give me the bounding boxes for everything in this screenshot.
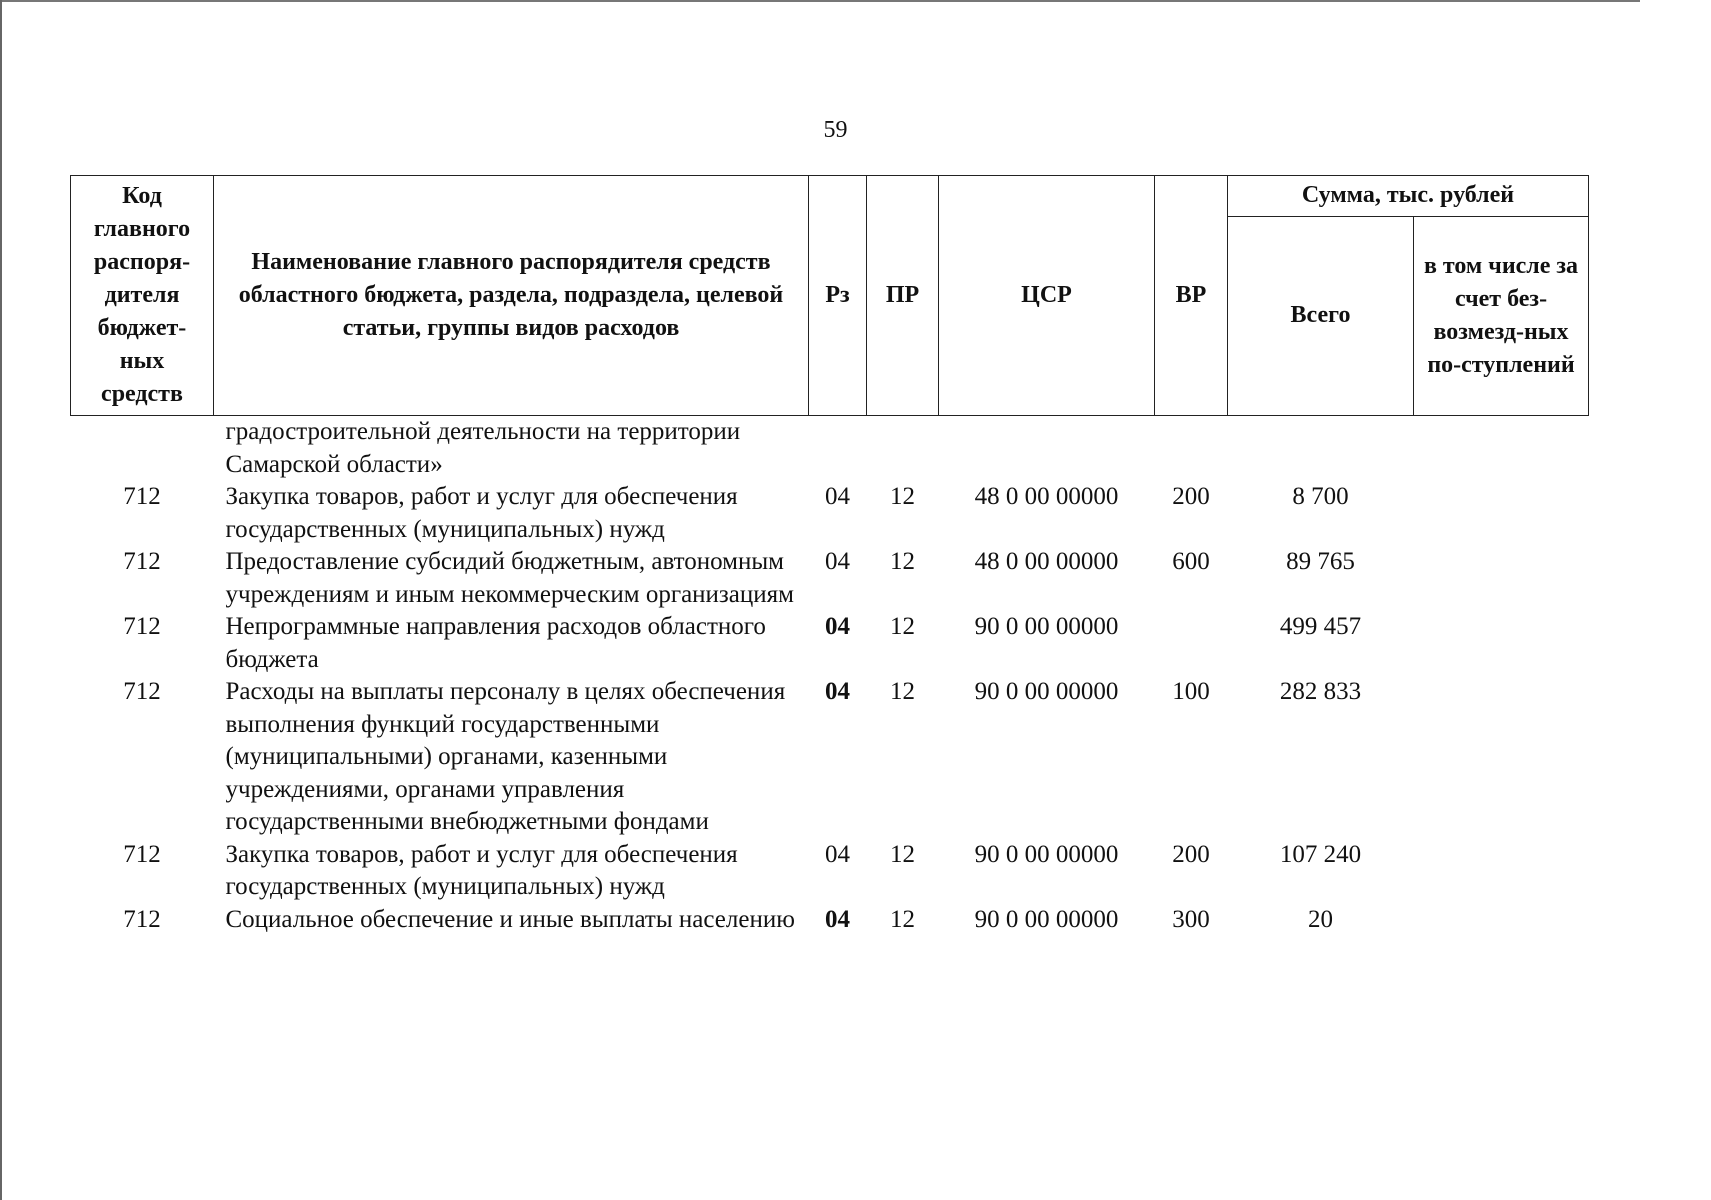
row-vr: 200 [1172, 840, 1210, 868]
row-name: Непрограммные направления расходов областного бюджета [225, 613, 766, 673]
table-row [71, 676, 1589, 839]
row-rz: 04 [825, 483, 850, 510]
row-code: 712 [123, 613, 161, 640]
budget-table [70, 175, 1589, 936]
row-pr: 12 [890, 840, 915, 868]
row-pr: 12 [890, 548, 915, 575]
row-pr: 12 [890, 483, 915, 510]
row-total: 8 700 [1292, 483, 1349, 510]
row-pr: 12 [890, 905, 915, 933]
row-rz: 04 [825, 613, 850, 640]
row-total: 89 765 [1286, 548, 1355, 575]
scan-left-edge [0, 0, 2, 1200]
row-incl [1414, 904, 1589, 937]
row-vr: 600 [1172, 548, 1210, 575]
row-code: 712 [123, 678, 161, 705]
row-csr: 90 0 00 00000 [974, 678, 1119, 705]
row-csr: 48 0 00 00000 [974, 483, 1119, 510]
table-body [71, 416, 1589, 937]
header-total: Всего [1228, 217, 1414, 416]
row-rz: 04 [825, 548, 850, 575]
row-vr [1155, 611, 1228, 676]
row-total: 499 457 [1279, 613, 1362, 640]
row-rz: 04 [825, 840, 850, 868]
table-row [71, 481, 1589, 546]
table-row [71, 839, 1589, 904]
header-csr: ЦСР [939, 176, 1155, 416]
row-code: 712 [123, 840, 161, 868]
table-header [71, 176, 1589, 416]
header-sum: Сумма, тыс. рублей [1228, 176, 1589, 217]
row-csr: 48 0 00 00000 [974, 548, 1119, 575]
row-total: 107 240 [1279, 840, 1362, 868]
header-pr: ПР [867, 176, 939, 416]
row-total: 282 833 [1279, 678, 1362, 705]
row-incl [1414, 839, 1589, 904]
row-csr: 90 0 00 00000 [974, 905, 1119, 933]
row-incl [1414, 611, 1589, 676]
table-row [71, 611, 1589, 676]
row-pr: 12 [890, 678, 915, 705]
row-code: 712 [123, 483, 161, 510]
header-rz: Рз [809, 176, 867, 416]
scan-top-edge [0, 0, 1640, 2]
row-code: 712 [123, 548, 161, 575]
row-name: Социальное обеспечение и иные выплаты населению [225, 905, 795, 933]
row-total: 20 [1308, 905, 1333, 933]
row-vr: 300 [1172, 905, 1210, 933]
continuation-text: градостроительной деятельности на территории Самарской области» [225, 418, 741, 478]
row-csr: 90 0 00 00000 [974, 840, 1119, 868]
header-vr: ВР [1155, 176, 1228, 416]
row-incl [1414, 676, 1589, 839]
row-name: Закупка товаров, работ и услуг для обеспечения государственных (муниципальных) нужд [225, 840, 738, 900]
row-pr: 12 [890, 613, 915, 640]
row-incl [1414, 546, 1589, 611]
row-name: Расходы на выплаты персоналу в целях обеспечения выполнения функций государственными (муниципальными) органами, казенными учреждениями, органами управления государственными внебюджетными фондами [225, 678, 786, 835]
row-code: 712 [123, 905, 161, 933]
row-incl [1414, 481, 1589, 546]
row-rz: 04 [825, 678, 850, 705]
header-incl: в том числе за счет без-возмезд-ных по-ступлений [1414, 217, 1589, 416]
table-row [71, 546, 1589, 611]
row-vr: 200 [1172, 483, 1210, 510]
row-name: Предоставление субсидий бюджетным, автономным учреждениям и иным некоммерческим организациям [225, 548, 794, 608]
row-csr: 90 0 00 00000 [974, 613, 1119, 640]
table-row-continuation [71, 416, 1589, 482]
row-name: Закупка товаров, работ и услуг для обеспечения государственных (муниципальных) нужд [225, 483, 738, 543]
page-number: 59 [823, 117, 848, 143]
header-code: Код главного распоря-дителя бюджет-ных средств [71, 176, 214, 416]
table-row [71, 904, 1589, 937]
row-rz: 04 [825, 905, 850, 933]
row-vr: 100 [1172, 678, 1210, 705]
header-name: Наименование главного распорядителя средств областного бюджета, раздела, подраздела, целевой статьи, группы видов расходов [214, 176, 809, 416]
